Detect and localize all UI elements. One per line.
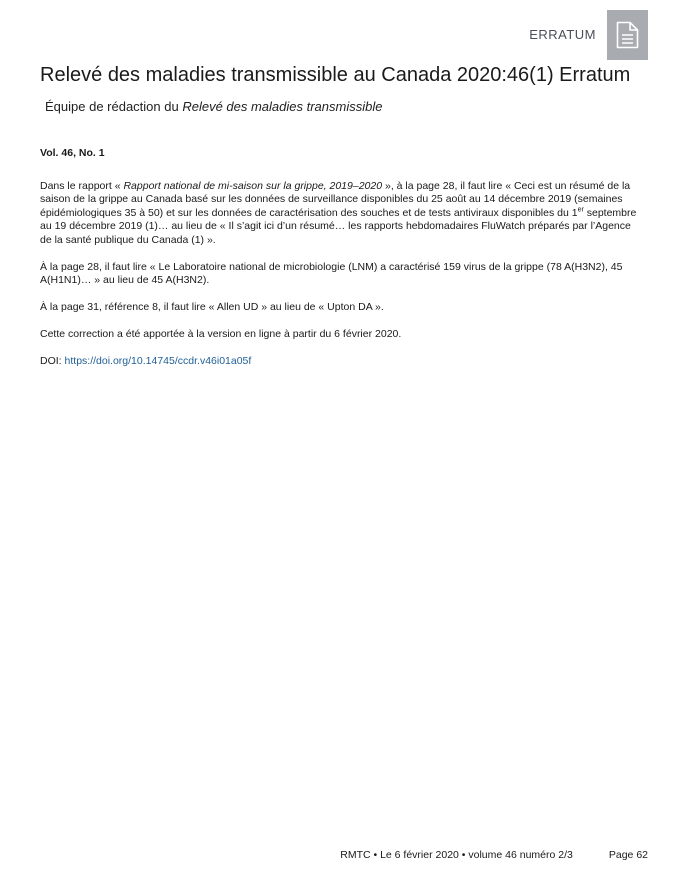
p1-text-c: », à la page 28, il faut lire « Ceci est un résumé de la saison de la grippe au Canada basé sur les données de surveillance disponibles du 25 août au 14 décembre 2019 (semaines épidémiologiques 35 à 50) et sur les données de caractérisation des souches et de tests antiviraux disponibles du 1 [40,179,631,219]
correction-paragraph-3: À la page 31, référence 8, il faut lire « Allen UD » au lieu de « Upton DA ». [40,301,384,313]
report-title: Rapport national de mi-saison sur la grippe, 2019–2020 [123,179,383,192]
journal-name: Relevé des maladies transmissible [182,99,383,114]
page-title: Relevé des maladies transmissible au Canada 2020:46(1) Erratum [40,64,631,86]
authors-line [45,99,382,114]
ordinal-superscript: er [577,206,584,213]
article-body [40,147,640,382]
p1-text-d: septembre au 19 décembre 2019 (1)… au lieu de « Il s’agit ici d’un résumé… les rapports hebdomadaires FluWatch préparés par l’Agence de la santé publique du Canada (1) ». [40,206,637,246]
authors-prefix: Équipe de rédaction du [45,99,183,114]
volume-label: Vol. 46, No. 1 [40,147,105,159]
doi-link[interactable]: https://doi.org/10.14745/ccdr.v46i01a05f [64,355,252,367]
correction-paragraph-4: Cette correction a été apportée à la version en ligne à partir du 6 février 2020. [40,328,402,340]
document-icon [616,21,639,49]
page-footer [340,849,648,861]
correction-paragraph-2: À la page 28, il faut lire « Le Laboratoire national de microbiologie (LNM) a caractérisé 159 virus de la grippe (78 A(H3N2), 45 A(H1N1)… » au lieu de 45 A(H3N2). [40,260,623,286]
p1-text-a: Dans le rapport « [40,179,124,192]
doi-line [40,355,640,369]
doi-label: DOI: [40,355,65,367]
section-label: ERRATUM [529,27,596,42]
section-tab [607,10,648,60]
page-number: Page 62 [608,849,648,861]
correction-paragraph-1 [40,180,640,248]
footer-citation: RMTC • Le 6 février 2020 • volume 46 numéro 2/3 [340,849,573,861]
